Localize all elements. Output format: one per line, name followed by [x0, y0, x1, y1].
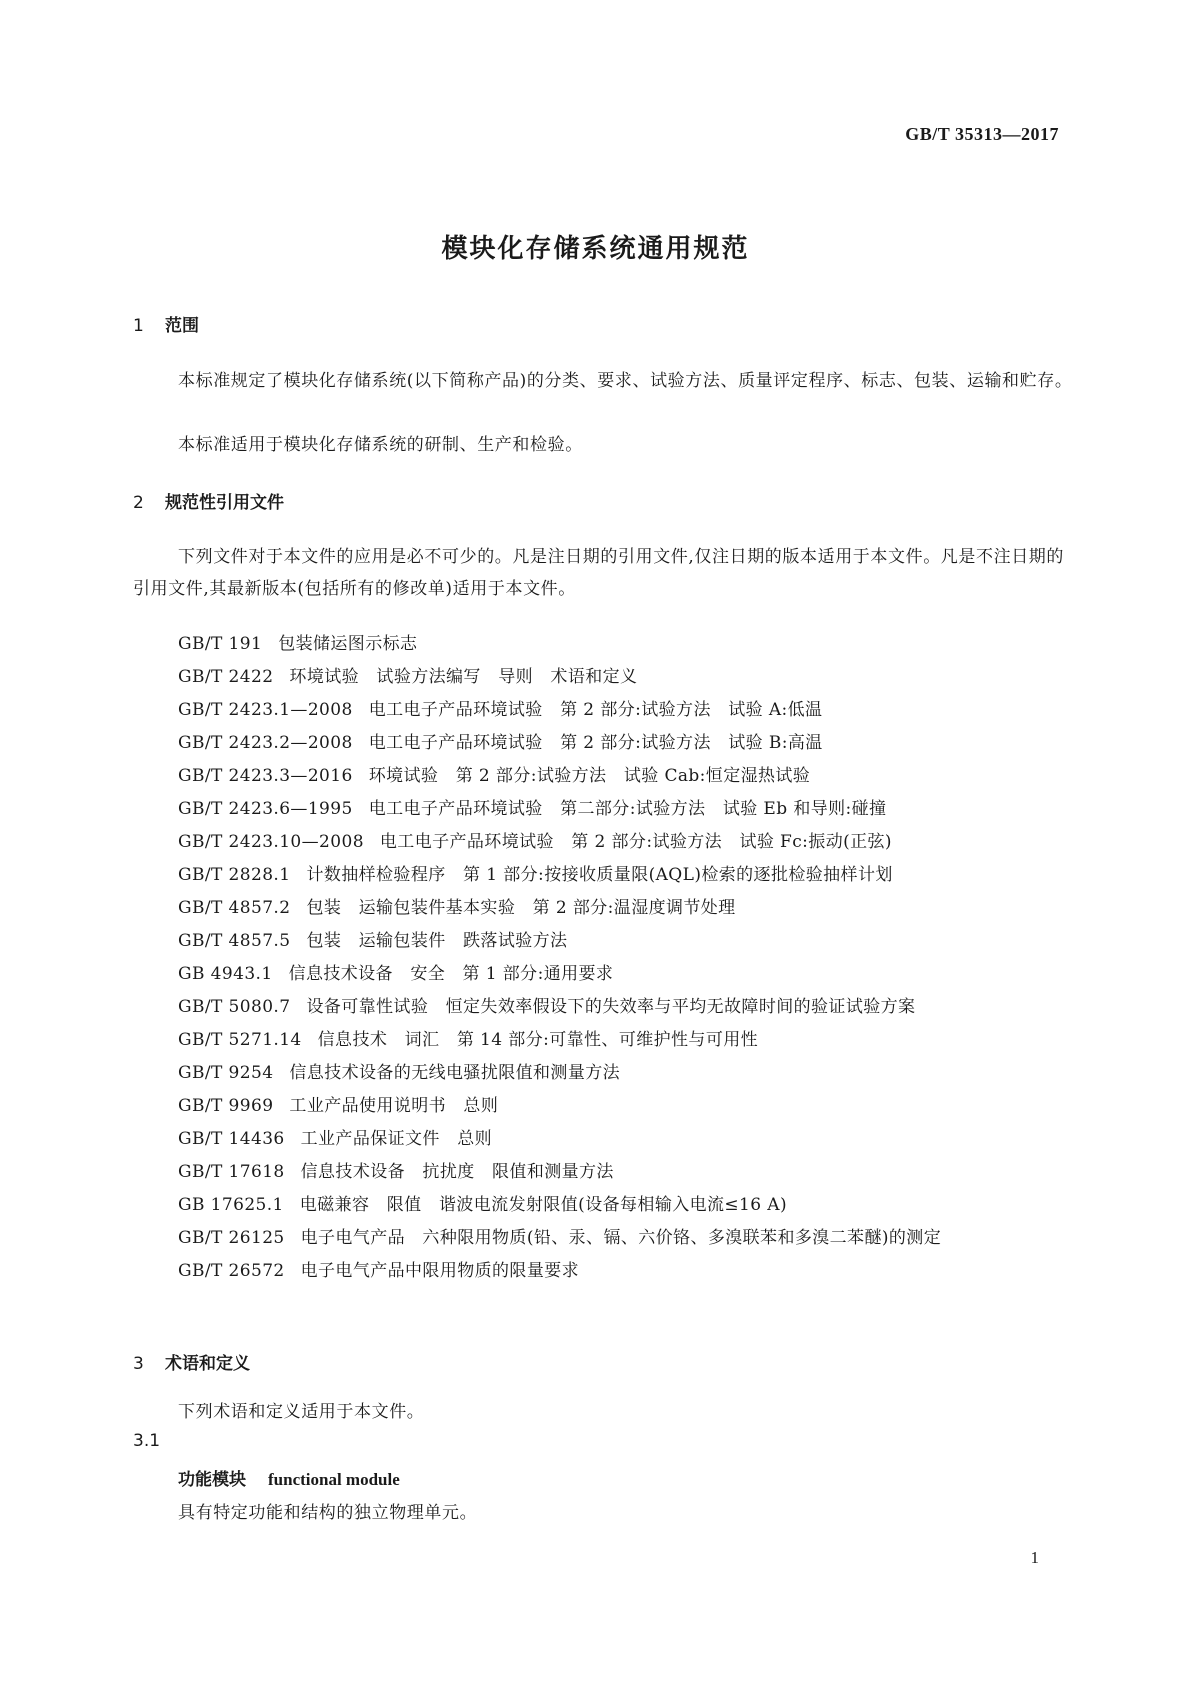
list-item	[178, 892, 941, 925]
list-item	[178, 760, 941, 793]
reference-code: GB 17625.1	[178, 1195, 284, 1215]
list-item	[178, 628, 941, 661]
section-heading-terms	[133, 1349, 250, 1374]
reference-code: GB/T 4857.2	[178, 898, 291, 918]
reference-code: GB/T 17618	[178, 1162, 285, 1182]
list-item	[178, 694, 941, 727]
reference-code: GB/T 9969	[178, 1096, 274, 1116]
list-item	[178, 1156, 941, 1189]
reference-code: GB/T 191	[178, 634, 263, 654]
reference-title: 设备可靠性试验 恒定失效率假设下的失效率与平均无故障时间的验证试验方案	[306, 997, 916, 1017]
reference-code: GB/T 26572	[178, 1261, 285, 1281]
reference-list	[178, 628, 941, 1288]
reference-title: 信息技术设备 安全 第 1 部分:通用要求	[288, 964, 614, 984]
list-item	[178, 991, 941, 1024]
reference-title: 电磁兼容 限值 谐波电流发射限值(设备每相输入电流≤16 A)	[299, 1195, 788, 1215]
reference-code: GB/T 5080.7	[178, 997, 291, 1017]
reference-code: GB/T 26125	[178, 1228, 285, 1248]
reference-title: 电子电气产品 六种限用物质(铅、汞、镉、六价铬、多溴联苯和多溴二苯醚)的测定	[300, 1228, 942, 1248]
list-item	[178, 793, 941, 826]
reference-code: GB/T 2423.6—1995	[178, 799, 353, 819]
page-number: 1	[1030, 1548, 1039, 1567]
list-item	[178, 1255, 941, 1288]
section-title: 范围	[165, 316, 199, 336]
terms-intro: 下列术语和定义适用于本文件。	[178, 1402, 425, 1422]
reference-title: 电工电子产品环境试验 第 2 部分:试验方法 试验 A:低温	[368, 700, 823, 720]
list-item	[178, 925, 941, 958]
reference-title: 工业产品保证文件 总则	[300, 1129, 493, 1149]
section-number: 2	[133, 493, 144, 513]
reference-code: GB/T 2423.1—2008	[178, 700, 353, 720]
list-item	[178, 958, 941, 991]
section-number: 3	[133, 1354, 144, 1374]
term-name-en: functional module	[268, 1470, 400, 1489]
list-item	[178, 859, 941, 892]
scope-paragraph-2: 本标准适用于模块化存储系统的研制、生产和检验。	[178, 435, 583, 455]
reference-title: 信息技术 词汇 第 14 部分:可靠性、可维护性与可用性	[317, 1030, 759, 1050]
reference-title: 环境试验 试验方法编写 导则 术语和定义	[289, 667, 638, 687]
reference-title: 计数抽样检验程序 第 1 部分:按接收质量限(AQL)检索的逐批检验抽样计划	[306, 865, 893, 885]
list-item	[178, 727, 941, 760]
reference-code: GB/T 9254	[178, 1063, 274, 1083]
reference-code: GB/T 2423.3—2016	[178, 766, 353, 786]
reference-code: GB/T 2828.1	[178, 865, 291, 885]
section-title: 规范性引用文件	[165, 493, 284, 513]
list-item	[178, 661, 941, 694]
reference-code: GB/T 2423.2—2008	[178, 733, 353, 753]
section-heading-scope	[133, 311, 199, 336]
list-item	[178, 1090, 941, 1123]
reference-title: 包装 运输包装件基本实验 第 2 部分:温湿度调节处理	[306, 898, 736, 918]
reference-code: GB/T 2422	[178, 667, 274, 687]
reference-code: GB/T 5271.14	[178, 1030, 302, 1050]
reference-title: 电工电子产品环境试验 第 2 部分:试验方法 试验 B:高温	[368, 733, 823, 753]
term-name-zh: 功能模块	[178, 1470, 246, 1490]
reference-title: 环境试验 第 2 部分:试验方法 试验 Cab:恒定湿热试验	[368, 766, 811, 786]
reference-title: 信息技术设备的无线电骚扰限值和测量方法	[289, 1063, 621, 1083]
list-item	[178, 1024, 941, 1057]
term-definition: 具有特定功能和结构的独立物理单元。	[178, 1503, 478, 1523]
reference-title: 电工电子产品环境试验 第二部分:试验方法 试验 Eb 和导则:碰撞	[368, 799, 887, 819]
scope-paragraph-1: 本标准规定了模块化存储系统(以下简称产品)的分类、要求、试验方法、质量评定程序、标志、包装、运输和贮存。	[178, 371, 1073, 391]
reference-title: 电工电子产品环境试验 第 2 部分:试验方法 试验 Fc:振动(正弦)	[379, 832, 892, 852]
section-heading-references	[133, 488, 284, 513]
reference-code: GB/T 4857.5	[178, 931, 291, 951]
term-entry	[178, 1465, 400, 1490]
list-item	[178, 1189, 941, 1222]
reference-title: 包装储运图示标志	[278, 634, 418, 654]
reference-code: GB/T 14436	[178, 1129, 285, 1149]
reference-title: 包装 运输包装件 跌落试验方法	[306, 931, 568, 951]
section-title: 术语和定义	[165, 1354, 250, 1374]
reference-code: GB/T 2423.10—2008	[178, 832, 364, 852]
list-item	[178, 1057, 941, 1090]
references-intro: 下列文件对于本文件的应用是必不可少的。凡是注日期的引用文件,仅注日期的版本适用于本文件。凡是不注日期的引用文件,其最新版本(包括所有的修改单)适用于本文件。	[133, 547, 1065, 599]
list-item	[178, 1222, 941, 1255]
section-number: 1	[133, 316, 144, 336]
list-item	[178, 826, 941, 859]
reference-title: 电子电气产品中限用物质的限量要求	[300, 1261, 580, 1281]
reference-code: GB 4943.1	[178, 964, 273, 984]
reference-title: 工业产品使用说明书 总则	[289, 1096, 499, 1116]
reference-title: 信息技术设备 抗扰度 限值和测量方法	[300, 1162, 614, 1182]
standard-number: GB/T 35313—2017	[905, 124, 1059, 144]
list-item	[178, 1123, 941, 1156]
document-title: 模块化存储系统通用规范	[441, 234, 750, 264]
term-number: 3.1	[133, 1431, 161, 1451]
